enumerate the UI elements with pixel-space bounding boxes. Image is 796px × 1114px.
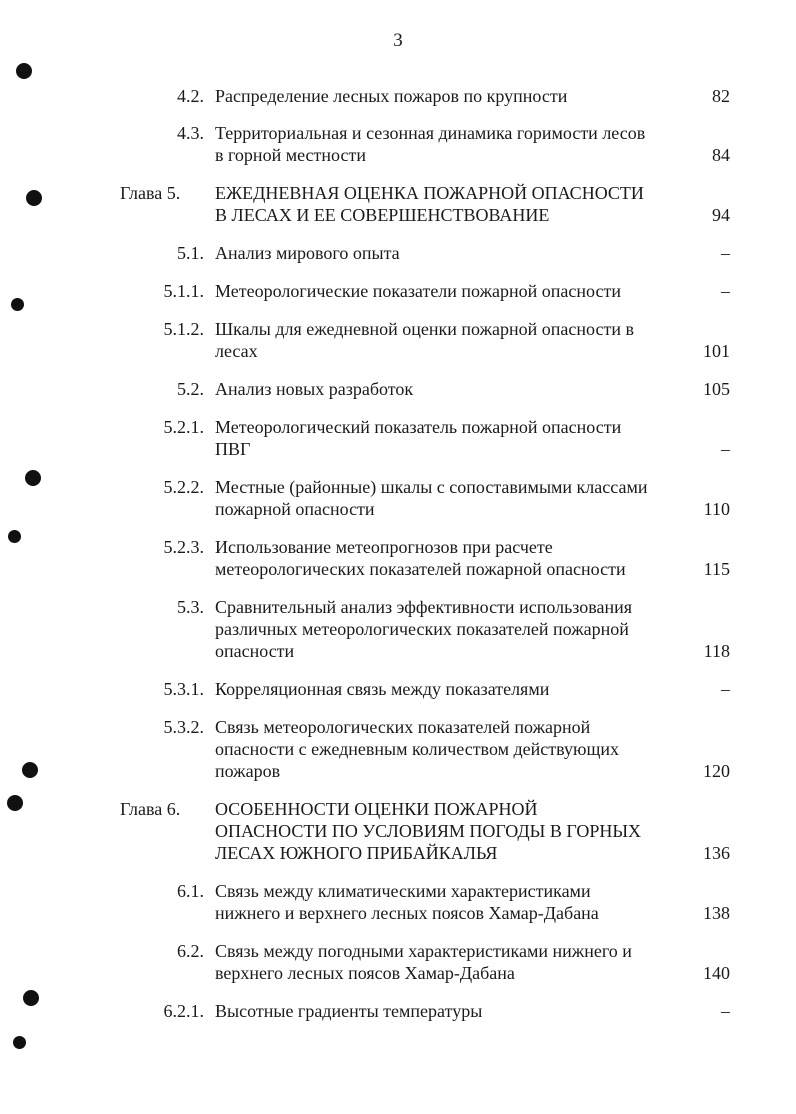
toc-entry [0, 880, 796, 924]
toc-entry [0, 378, 796, 400]
toc-entry [0, 596, 796, 662]
toc-entry-number: 5.1.2. [163, 319, 204, 339]
toc-entry [0, 416, 796, 460]
toc-entry-title: Анализ новых разработок [215, 379, 414, 399]
toc-entry-number: 6.1. [177, 881, 204, 901]
toc-entry-page: 140 [703, 963, 730, 983]
toc-entry [0, 318, 796, 362]
toc-entry-number: Глава 5. [120, 183, 181, 203]
toc-entry-title: Связь метеорологических показателей пожарной опасности с ежедневным количеством действующих пожаров [215, 717, 619, 781]
toc-entry-title: ОСОБЕННОСТИ ОЦЕНКИ ПОЖАРНОЙ ОПАСНОСТИ ПО УСЛОВИЯМ ПОГОДЫ В ГОРНЫХ ЛЕСАХ ЮЖНОГО ПРИБАЙКАЛЬЯ [215, 799, 642, 863]
toc-entry-number: 6.2.1. [163, 1001, 204, 1021]
toc-entry [0, 476, 796, 520]
toc-entry-title: Связь между климатическими характеристиками нижнего и верхнего лесных поясов Хамар-Дабана [215, 881, 599, 923]
toc-entry-title: Высотные градиенты температуры [215, 1001, 483, 1021]
toc-entry-number: 5.3.1. [163, 679, 204, 699]
toc-entry [0, 85, 796, 107]
toc-entry-number: 5.2.3. [163, 537, 204, 557]
toc-entry-number: 5.2.1. [163, 417, 204, 437]
toc-entry-title: Местные (районные) шкалы с сопоставимыми классами пожарной опасности [215, 477, 648, 519]
punch-hole [16, 63, 32, 79]
toc-entry-title: Анализ мирового опыта [215, 243, 400, 263]
toc-entry-page: 101 [703, 341, 730, 361]
toc-entry-page: – [721, 243, 730, 263]
toc-entry-page: 136 [703, 843, 730, 863]
toc-entry-page: 82 [712, 86, 730, 106]
toc-chapter [0, 798, 796, 864]
toc-entry-page: – [721, 281, 730, 301]
toc-entry-page: 115 [703, 559, 730, 579]
toc-entry-page: 110 [703, 499, 730, 519]
toc-entry-title: Связь между погодными характеристиками нижнего и верхнего лесных поясов Хамар-Дабана [215, 941, 632, 983]
toc-entry-page: – [721, 1001, 730, 1021]
toc-entry [0, 716, 796, 782]
toc-entry-title: Территориальная и сезонная динамика горимости лесов в горной местности [215, 123, 646, 165]
toc-entry-page: 118 [703, 641, 730, 661]
toc-entry-title: Метеорологический показатель пожарной опасности ПВГ [215, 417, 622, 459]
toc-entry-page: 138 [703, 903, 730, 923]
toc-entry-title: Использование метеопрогнозов при расчете метеорологических показателей пожарной опасности [215, 537, 626, 579]
toc-entry-title: Метеорологические показатели пожарной опасности [215, 281, 621, 301]
table-of-contents [0, 85, 796, 1022]
toc-entry-page: 94 [712, 205, 730, 225]
toc-entry-number: 5.3. [177, 597, 204, 617]
toc-entry [0, 280, 796, 302]
toc-entry-number: 5.1.1. [163, 281, 204, 301]
toc-entry-page: 120 [703, 761, 730, 781]
toc-entry-title: Распределение лесных пожаров по крупности [215, 86, 568, 106]
toc-entry [0, 678, 796, 700]
toc-entry [0, 122, 796, 166]
toc-entry [0, 536, 796, 580]
toc-entry-number: 4.3. [177, 123, 204, 143]
toc-entry-number: 5.2. [177, 379, 204, 399]
toc-entry-number: 4.2. [177, 86, 204, 106]
toc-entry-page: 84 [712, 145, 730, 165]
toc-entry-title: Сравнительный анализ эффективности использования различных метеорологических показателей пожарной опасности [215, 597, 633, 661]
toc-entry-title: Корреляционная связь между показателями [215, 679, 550, 699]
toc-entry-number: 5.3.2. [163, 717, 204, 737]
toc-entry-page: – [721, 679, 730, 699]
toc-entry-title: ЕЖЕДНЕВНАЯ ОЦЕНКА ПОЖАРНОЙ ОПАСНОСТИ В ЛЕСАХ И ЕЕ СОВЕРШЕНСТВОВАНИЕ [215, 183, 644, 225]
toc-entry-number: 6.2. [177, 941, 204, 961]
toc-entry-number: 5.2.2. [163, 477, 204, 497]
toc-chapter [0, 182, 796, 226]
toc-entry [0, 940, 796, 984]
toc-entry [0, 1000, 796, 1022]
toc-entry-number: Глава 6. [120, 799, 181, 819]
toc-entry-page: – [721, 439, 730, 459]
toc-entry-number: 5.1. [177, 243, 204, 263]
punch-hole [13, 1036, 26, 1049]
toc-entry-page: 105 [703, 379, 730, 399]
page-number: 3 [393, 30, 403, 51]
toc-entry-title: Шкалы для ежедневной оценки пожарной опасности в лесах [215, 319, 634, 361]
toc-entry [0, 242, 796, 264]
